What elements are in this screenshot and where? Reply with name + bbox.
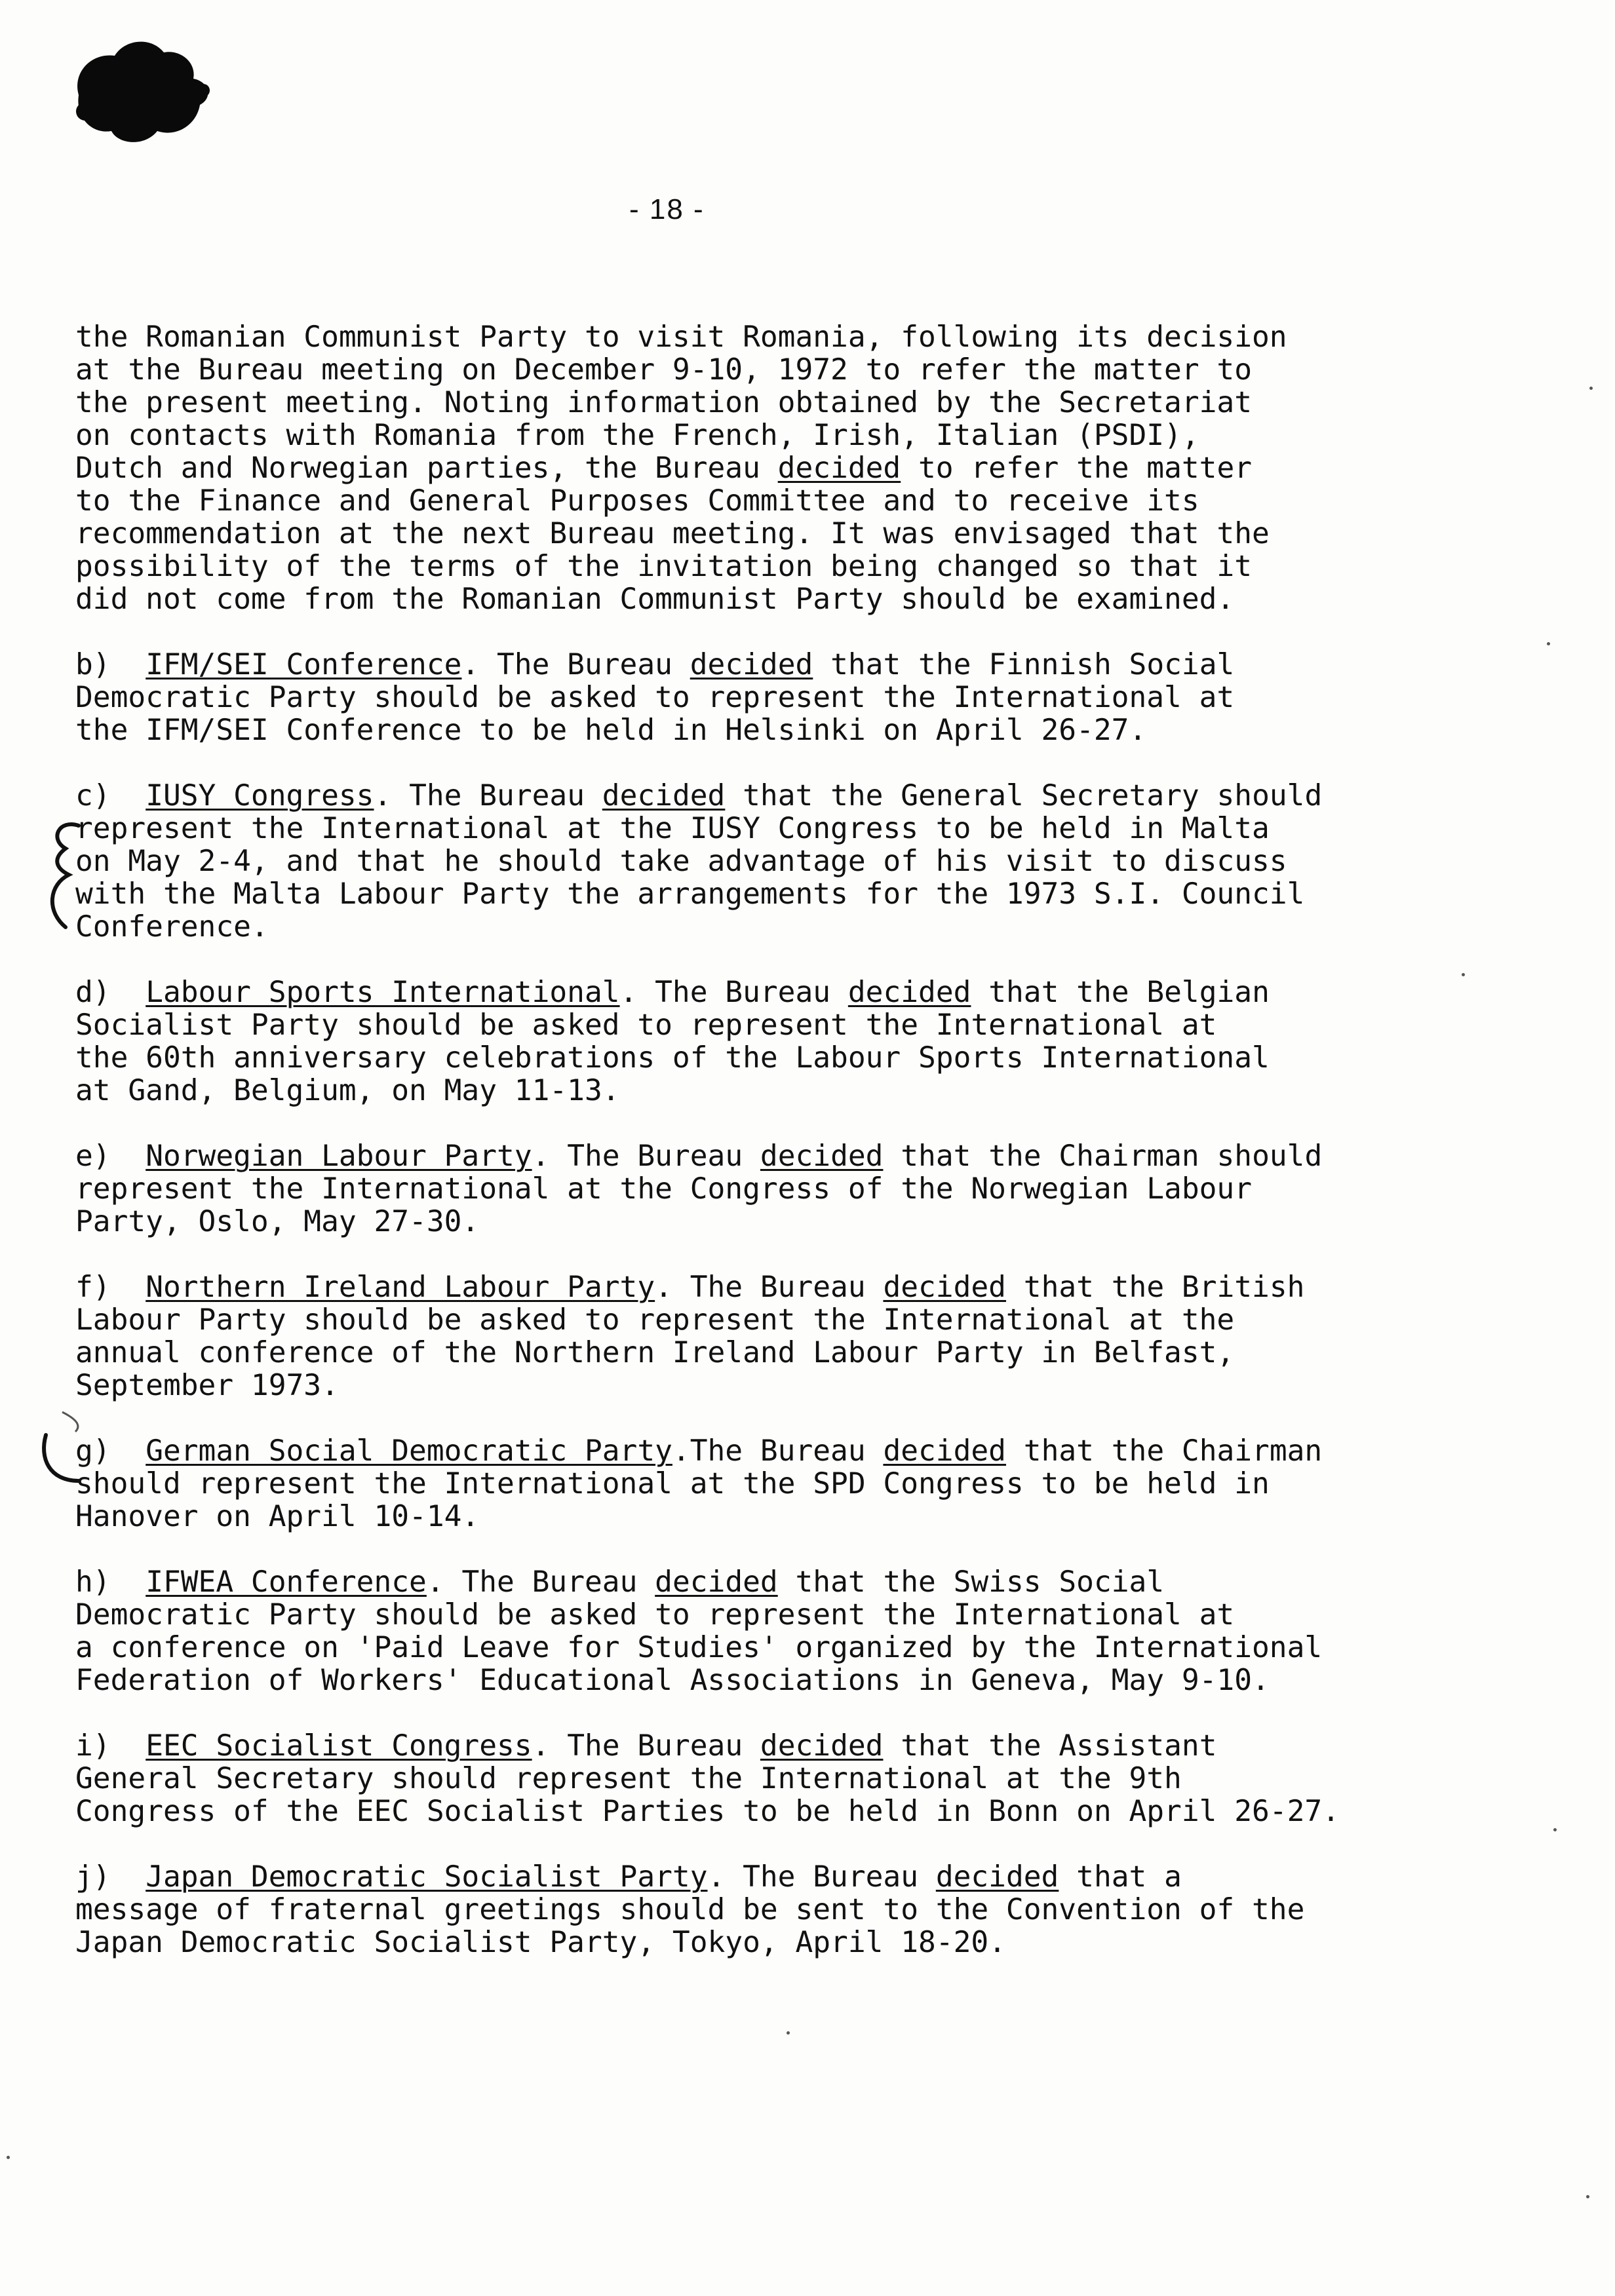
text-line: represent the International at the Congress of the Norwegian Labour — [75, 1172, 1253, 1206]
item-label: h) — [75, 1565, 111, 1599]
item-heading-line — [75, 1861, 1504, 1894]
text-line: the Romanian Communist Party to visit Romania, following its decision — [75, 320, 1287, 354]
text-segment: . The Bureau — [707, 1860, 936, 1894]
item-j — [75, 1861, 1504, 1959]
text-segment: . The Bureau — [426, 1565, 655, 1599]
dust-speck — [1586, 2195, 1589, 2198]
text-segment: . The Bureau — [619, 976, 848, 1009]
text-segment: .The Bureau — [672, 1434, 884, 1468]
text-line — [75, 452, 1504, 485]
paragraph-continuation — [75, 321, 1504, 616]
item-heading-line — [75, 976, 1504, 1009]
decided-underlined: decided — [847, 976, 971, 1009]
text-line: possibility of the terms of the invitation being changed so that it — [75, 550, 1253, 583]
text-segment: . The Bureau — [532, 1729, 760, 1763]
text-segment: that the British — [1005, 1271, 1305, 1304]
text-segment: that a — [1059, 1860, 1182, 1894]
dust-speck — [1462, 973, 1465, 976]
item-label: g) — [75, 1434, 111, 1468]
text-segment: to refer the matter — [901, 451, 1253, 485]
text-line: at the Bureau meeting on December 9-10, 1972 to refer the matter to — [75, 353, 1253, 387]
text-line: at Gand, Belgium, on May 11-13. — [75, 1074, 620, 1107]
dust-speck — [1589, 387, 1593, 390]
text-segment: that the Chairman — [1005, 1434, 1323, 1468]
decided-underlined: decided — [935, 1860, 1059, 1894]
text-line: to the Finance and General Purposes Committee and to receive its — [75, 484, 1199, 518]
decided-underlined: decided — [883, 1271, 1006, 1304]
item-heading-line — [75, 1566, 1504, 1599]
item-heading-line — [75, 1730, 1504, 1763]
item-heading: EEC Socialist Congress — [146, 1729, 532, 1763]
page-number: - 18 - — [629, 193, 705, 225]
text-line: recommendation at the next Bureau meeting. It was envisaged that the — [75, 517, 1270, 550]
text-line: Democratic Party should be asked to represent the International at — [75, 1598, 1235, 1632]
text-line: did not come from the Romanian Communist Party should be examined. — [75, 583, 1235, 616]
text-line: represent the International at the IUSY Congress to be held in Malta — [75, 812, 1270, 845]
text-segment: that the Belgian — [971, 976, 1270, 1009]
decided-underlined: decided — [690, 648, 813, 681]
text-line: the 60th anniversary celebrations of the Labour Sports International — [75, 1041, 1270, 1075]
dust-speck — [7, 2156, 10, 2159]
document-body — [75, 321, 1504, 1992]
item-heading: German Social Democratic Party — [146, 1434, 672, 1468]
text-line: the present meeting. Noting information obtained by the Secretariat — [75, 386, 1253, 419]
text-line: a conference on 'Paid Leave for Studies' organized by the International — [75, 1631, 1323, 1664]
text-line: annual conference of the Northern Ireland Labour Party in Belfast, — [75, 1336, 1235, 1369]
decided-underlined: decided — [760, 1139, 884, 1173]
text-line: Conference. — [75, 910, 269, 944]
text-line: General Secretary should represent the International at the 9th — [75, 1762, 1182, 1795]
item-label: d) — [75, 976, 111, 1009]
decided-underlined: decided — [760, 1729, 884, 1763]
item-f — [75, 1271, 1504, 1402]
item-heading: IFM/SEI Conference — [146, 648, 462, 681]
item-heading-line — [75, 649, 1504, 681]
item-b — [75, 649, 1504, 747]
item-heading-line — [75, 1271, 1504, 1304]
dust-speck — [1547, 642, 1550, 645]
text-segment: that the Chairman should — [883, 1139, 1323, 1173]
text-segment: . The Bureau — [655, 1271, 884, 1304]
text-segment: that the Finnish Social — [813, 648, 1235, 681]
text-segment: that the Swiss Social — [777, 1565, 1165, 1599]
item-heading: Northern Ireland Labour Party — [146, 1271, 655, 1304]
item-heading: Norwegian Labour Party — [146, 1139, 532, 1173]
text-line: Democratic Party should be asked to represent the International at — [75, 681, 1235, 714]
decided-underlined: decided — [883, 1434, 1006, 1468]
text-line: Federation of Workers' Educational Associations in Geneva, May 9-10. — [75, 1664, 1270, 1697]
text-line: on contacts with Romania from the French, Irish, Italian (PSDI), — [75, 419, 1199, 452]
text-line: Hanover on April 10-14. — [75, 1500, 480, 1533]
item-heading: IUSY Congress — [146, 779, 374, 813]
text-line: Party, Oslo, May 27-30. — [75, 1205, 480, 1238]
item-heading: Japan Democratic Socialist Party — [146, 1860, 708, 1894]
text-segment: . The Bureau — [461, 648, 690, 681]
text-line: with the Malta Labour Party the arrangements for the 1973 S.I. Council — [75, 877, 1305, 911]
dust-speck — [787, 2031, 790, 2035]
text-line: on May 2-4, and that he should take advantage of his visit to discuss — [75, 845, 1287, 878]
item-heading: IFWEA Conference — [146, 1565, 427, 1599]
item-g — [75, 1435, 1504, 1533]
text-segment: Dutch and Norwegian parties, the Bureau — [75, 451, 778, 485]
text-line: Labour Party should be asked to represent the International at the — [75, 1303, 1235, 1337]
item-label: i) — [75, 1729, 111, 1763]
item-heading-line — [75, 1435, 1504, 1468]
item-label: c) — [75, 779, 111, 813]
item-c — [75, 780, 1504, 944]
item-label: f) — [75, 1271, 111, 1304]
text-line: Congress of the EEC Socialist Parties to be held in Bonn on April 26-27. — [75, 1795, 1340, 1828]
item-d — [75, 976, 1504, 1107]
decided-underlined: decided — [602, 779, 726, 813]
text-segment: that the Assistant — [883, 1729, 1217, 1763]
text-segment: that the General Secretary should — [725, 779, 1323, 813]
text-line: Japan Democratic Socialist Party, Tokyo, April 18-20. — [75, 1926, 1006, 1959]
decided-underlined: decided — [777, 451, 901, 485]
item-heading: Labour Sports International — [146, 976, 620, 1009]
text-line: Socialist Party should be asked to represent the International at — [75, 1008, 1217, 1042]
text-segment: . The Bureau — [374, 779, 602, 813]
text-line: September 1973. — [75, 1369, 339, 1402]
text-line: should represent the International at the SPD Congress to be held in — [75, 1467, 1270, 1501]
item-e — [75, 1140, 1504, 1238]
ink-blot-mark — [66, 33, 216, 151]
item-label: e) — [75, 1139, 111, 1173]
item-h — [75, 1566, 1504, 1697]
item-label: b) — [75, 648, 111, 681]
text-line: the IFM/SEI Conference to be held in Helsinki on April 26-27. — [75, 714, 1147, 747]
dust-speck — [1553, 1828, 1557, 1831]
item-heading-line — [75, 780, 1504, 813]
text-line: message of fraternal greetings should be sent to the Convention of the — [75, 1893, 1305, 1926]
item-heading-line — [75, 1140, 1504, 1173]
text-segment: . The Bureau — [532, 1139, 760, 1173]
item-label: j) — [75, 1860, 111, 1894]
decided-underlined: decided — [655, 1565, 778, 1599]
item-i — [75, 1730, 1504, 1828]
